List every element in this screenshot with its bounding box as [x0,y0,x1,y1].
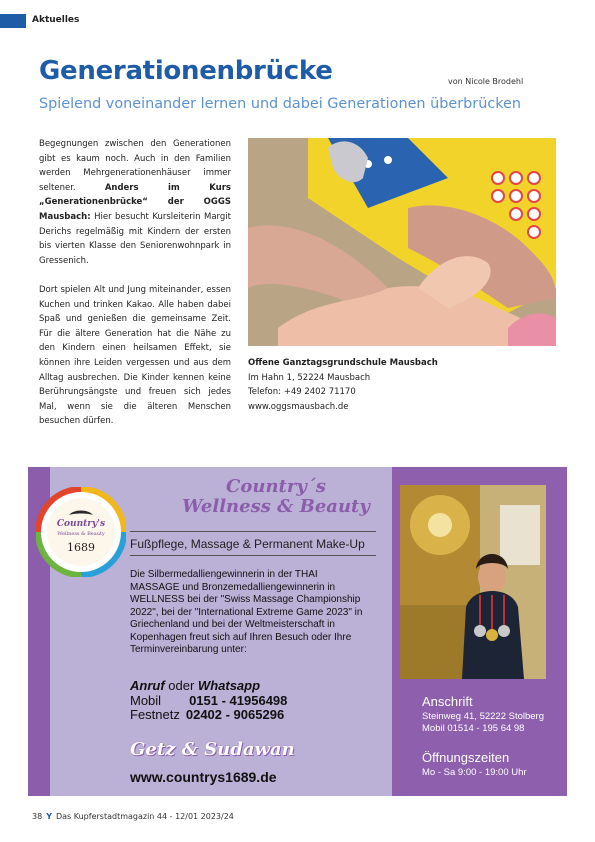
magazine-name: Das Kupferstadtmagazin 44 - 12/01 2023/24 [55,812,234,821]
page-number: 38 [32,812,43,821]
article-subtitle: Spielend voneinander lernen und dabei Generationen überbrücken [39,96,522,112]
ad-description: Die Silbermedalliengewinnerin in der THAI MASSAGE und Bronzemedalliengewinnerin in WELLNESS bei der "Swiss Massage Championship 2022", bei der "International Extreme Game 2023" in Griechenland und bei der Weltmeisterschaft in Kopenhagen freut sich auf Ihren Besuch oder Ihre Terminvereinbarung unter: [130,569,363,655]
logo-text: Country's [56,519,106,529]
article-title: Generationenbrücke [39,56,333,86]
page-footer [32,812,234,821]
paragraph-2: Dort spielen Alt und Jung miteinander, essen Kuchen und trinken Kakao. Alle haben dabei Spaß und genießen die gemeinsame Zeit. Für die ältere Generation hat die Nähe zu den Kindern einen heilsamen Effekt, sie können ihre Leiden vergessen und aus dem Alltag ausbrechen. Die Kinder kennen keine Berührungsängste und freuen sich jedes Mal, wenn sie die älteren Menschen besuchen dürfen. [39,284,231,427]
ad-hours-heading: Öffnungszeiten [422,750,510,765]
ad-divider-bottom [130,555,376,556]
school-address: Im Hahn 1, 52224 Mausbach [248,372,371,383]
ad-address-line2: Mobil 01514 - 195 64 98 [422,723,525,734]
ad-website[interactable]: www.countrys1689.de [130,769,277,785]
ad-address-heading: Anschrift [422,694,473,709]
ad-signature: Getz & Sudawan [130,739,295,760]
ad-address-line1: Steinweg 41, 52222 Stolberg [422,711,545,722]
paragraph-1: Begegnungen zwischen den Generationen gibt es kaum noch. Auch in den Familien werden Mehrgenerationenhäuser immer seltener. Anders im Kurs „Generationenbrücke“ der OGGS Mausbach: Hier besucht Kursleiterin Margit Derichs regelmäßig mit Kindern der ersten bis vierten Klasse den Seniorenwohnpark in Gressenich. [39,139,231,266]
ad-hours: Mo - Sa 9:00 - 19:00 Uhr [422,767,527,778]
article-body [39,137,231,443]
school-phone: Telefon: +49 2402 71170 [248,387,356,398]
section-marker [0,14,26,28]
section-label: Aktuelles [32,15,80,25]
ad-tagline: Fußpflege, Massage & Permanent Make-Up [130,537,365,551]
ad-contact-heading: Anruf oder Whatsapp [130,678,261,693]
ad-divider-top [130,531,376,532]
logo-subtext: Wellness & Beauty [57,531,105,537]
ad-mobile: Mobil 0151 - 41956498 [130,692,288,708]
ad-contact [130,679,287,723]
logo-number: 1689 [67,541,95,554]
school-info [248,356,438,414]
ad-business-name: Country´s Wellness & Beauty [182,476,370,517]
ad-logo [36,487,126,577]
ad-landline: Festnetz 02402 - 9065296 [130,707,285,722]
article-author: von Nicole Brodehl [448,77,524,86]
advertisement [28,467,567,796]
school-website[interactable]: www.oggsmausbach.de [248,401,349,412]
school-name: Offene Ganztagsgrundschule Mausbach [248,358,438,368]
hands-photo [248,138,556,346]
ad-owner-photo [400,485,546,679]
magazine-logo-icon: Y [46,812,52,821]
